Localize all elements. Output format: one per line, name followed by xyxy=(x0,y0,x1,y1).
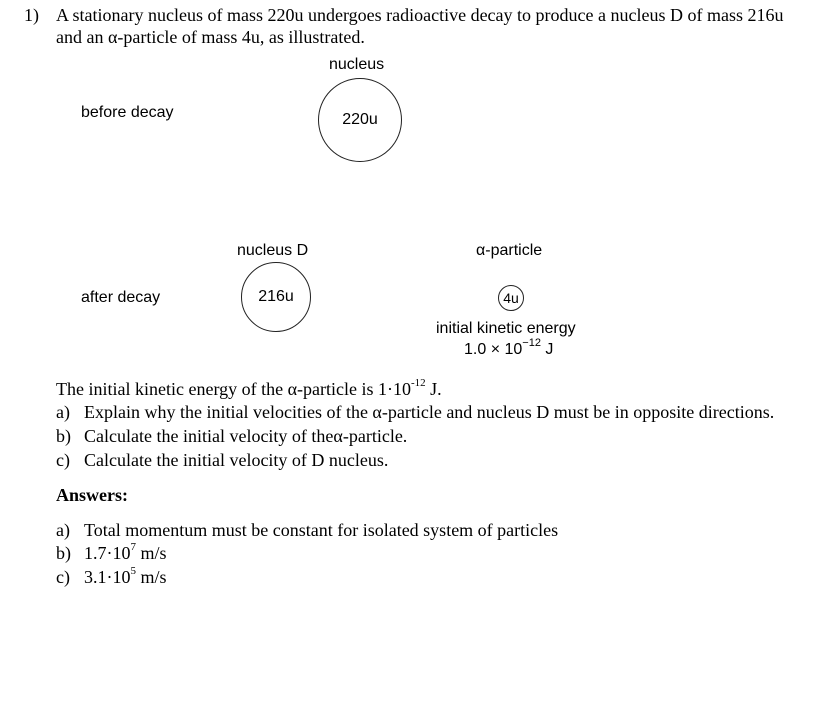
answer-text: $1.7\cdot 10^7$ m/s xyxy=(84,541,167,563)
answer-b xyxy=(56,542,167,564)
answer-c xyxy=(56,566,167,588)
answer-letter: c) xyxy=(56,567,70,587)
nucleus-d-title: nucleus D xyxy=(237,242,309,259)
parent-nucleus-circle xyxy=(318,78,402,162)
answer-letter: b) xyxy=(56,543,71,563)
nucleus-d-mass: 216u xyxy=(258,288,294,305)
part-letter: b) xyxy=(56,426,71,446)
kinetic-energy-value: $1.0 \times 10^{-12}$ J xyxy=(464,336,554,358)
answers-heading: Answers: xyxy=(56,485,128,505)
part-letter: c) xyxy=(56,450,70,470)
answer-text: Total momentum must be constant for isolated system of particles xyxy=(84,520,559,540)
alpha-particle-mass: 4u xyxy=(503,290,519,306)
answer-letter: a) xyxy=(56,520,70,540)
before-decay-label: before decay xyxy=(81,104,174,121)
part-c xyxy=(56,449,388,471)
kinetic-energy-label: initial kinetic energy xyxy=(436,320,576,337)
part-text: Explain why the initial velocities of the α-particle and nucleus D must be in opposite directions. xyxy=(84,402,775,422)
alpha-particle-circle xyxy=(498,285,524,311)
answer-text: $3.1\cdot 10^5$ m/s xyxy=(84,565,167,587)
part-text: Calculate the initial velocity of D nucleus. xyxy=(84,450,389,470)
alpha-particle-title: α-particle xyxy=(476,242,543,259)
nucleus-d-circle xyxy=(241,262,311,332)
parent-nucleus-mass: 220u xyxy=(342,111,378,128)
ke-statement: The initial kinetic energy of the α-particle is $1\cdot 10^{-12}$ J. xyxy=(56,377,442,399)
nucleus-title: nucleus xyxy=(329,56,385,73)
part-text: Calculate the initial velocity of theα-particle. xyxy=(84,426,408,446)
part-a xyxy=(56,401,774,423)
answer-a xyxy=(56,519,558,541)
part-b xyxy=(56,425,407,447)
after-decay-label: after decay xyxy=(81,289,161,306)
question-number: 1) xyxy=(24,5,39,25)
question-line-1: A stationary nucleus of mass 220u undergoes radioactive decay to produce a nucleus D of mass 216u xyxy=(56,5,784,25)
question-line-2: and an α-particle of mass 4u, as illustrated. xyxy=(56,27,365,47)
part-letter: a) xyxy=(56,402,70,422)
